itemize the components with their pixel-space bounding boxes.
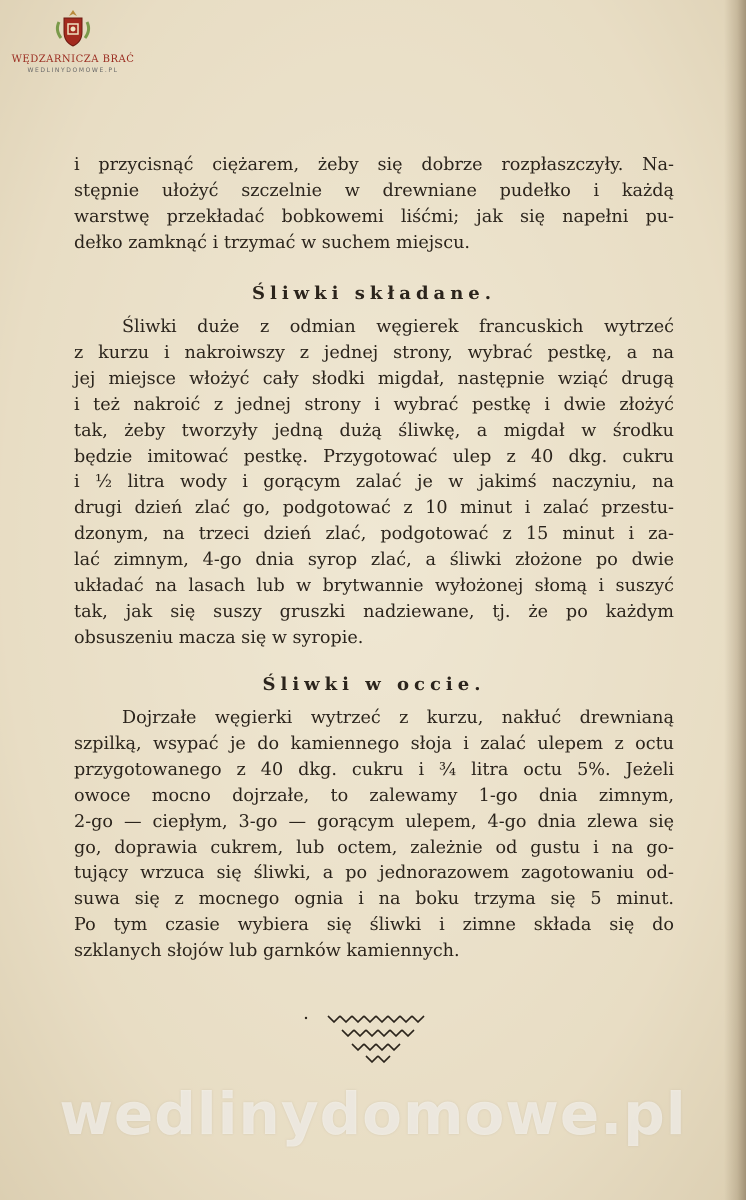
logo-site-text: WEDLINYDOMOWE.PL <box>27 67 119 74</box>
text-line: 2-go — ciepłym, 3-go — gorącym ulepem, 4-go dnia zlewa się <box>74 811 674 832</box>
text-line: dzonym, na trzeci dzień zlać, podgotować z 15 minut i za- <box>74 524 674 545</box>
text-line: układać na lasach lub w brytwannie wyłożonej słomą i suszyć <box>74 576 674 597</box>
text-line: Śliwki duże z odmian węgierek francuskich wytrzeć <box>122 317 674 337</box>
section-heading-sliwki-w-occie: Śliwki w occie. <box>262 674 486 695</box>
text-line: i przycisnąć ciężarem, żeby się dobrze rozpłaszczyły. Na- <box>74 155 674 175</box>
text-line: jej miejsce włożyć cały słodki migdał, następnie wziąć drugą <box>74 368 674 389</box>
section-heading-sliwki-skladane: Śliwki składane. <box>252 283 496 304</box>
text-line: tak, żeby tworzyły jedną dużą śliwkę, a migdał w środku <box>74 420 674 441</box>
text-line: szpilką, wsypać je do kamiennego słoja i zalać ulepem z octu <box>74 733 674 754</box>
text-line: owoce mocno dojrzałe, to zalewamy 1-go dnia zimnym, <box>74 785 674 806</box>
intro-paragraph <box>74 153 674 257</box>
text-line: przygotowanego z 40 dkg. cukru i ¾ litra octu 5%. Jeżeli <box>74 759 674 780</box>
decorative-ornament-icon <box>300 1008 440 1068</box>
text-line: tak, jak się suszy gruszki nadziewane, tj. że po każdym <box>74 601 674 622</box>
text-line: z kurzu i nakroiwszy z jednej strony, wybrać pestkę, a na <box>74 342 674 363</box>
text-line: będzie imitować pestkę. Przygotować ulep z 40 dkg. cukru <box>74 446 674 467</box>
text-line: suwa się z mocnego ognia i na boku trzyma się 5 minut. <box>74 889 674 910</box>
text-line: szklanych słojów lub garnków kamiennych. <box>74 941 460 962</box>
text-line: go, doprawia cukrem, lub octem, zależnie od gustu i na go- <box>74 837 674 858</box>
text-line: tujący wrzuca się śliwki, a po jednorazowem zagotowaniu od- <box>74 863 674 884</box>
site-logo[interactable] <box>8 8 138 98</box>
text-line: drugi dzień zlać go, podgotować z 10 minut i zalać przestu- <box>74 498 674 519</box>
text-line: obsuszeniu macza się w syropie. <box>74 627 364 648</box>
text-line: stępnie ułożyć szczelnie w drewniane pudełko i każdą <box>74 180 674 201</box>
text-line: warstwę przekładać bobkowemi liśćmi; jak się napełni pu- <box>74 206 674 227</box>
text-line: i też nakroić z jednej strony i wybrać pestkę i dwie złożyć <box>74 394 674 415</box>
text-line: dełko zamknąć i trzymać w suchem miejscu. <box>74 232 470 253</box>
sliwki-w-occie-paragraph <box>74 706 674 965</box>
text-line: i ½ litra wody i gorącym zalać je w jakimś naczyniu, na <box>74 472 674 493</box>
watermark-text: wedlinydomowe.pl <box>59 1080 687 1148</box>
text-line: Dojrzałe węgierki wytrzeć z kurzu, nakłuć drewnianą <box>122 708 674 728</box>
sliwki-skladane-paragraph <box>74 315 674 652</box>
text-line: lać zimnym, 4-go dnia syrop zlać, a śliwki złożone po dwie <box>74 550 674 571</box>
page-spine-shadow <box>724 0 746 1200</box>
text-line: Po tym czasie wybiera się śliwki i zimne składa się do <box>74 915 674 936</box>
logo-brand-text: WĘDZARNICZA BRAĆ <box>11 54 135 65</box>
coat-of-arms-icon <box>53 8 93 50</box>
